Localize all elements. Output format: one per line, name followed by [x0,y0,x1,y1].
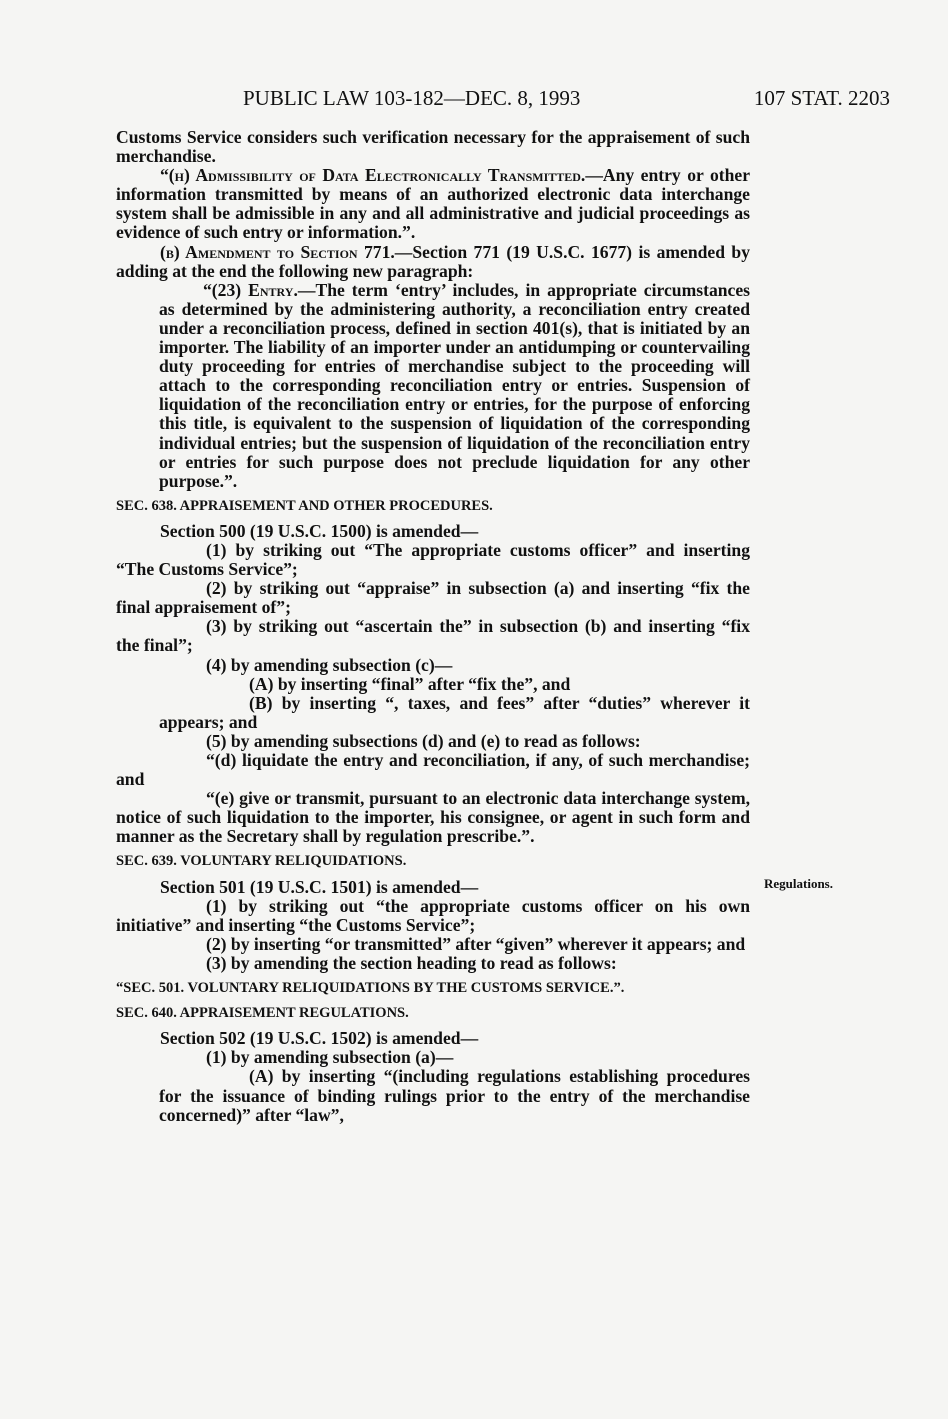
section-638-item-4b: (B) by inserting “, taxes, and fees” after “duties” wherever it appears; and [159,692,750,732]
section-638-item-4-subitems [116,675,750,732]
section-639-item-1: (1) by striking out “the appropriate customs officer on his own initiative” and inserting “the Customs Service”; [116,895,750,935]
header-title: PUBLIC LAW 103-182—DEC. 8, 1993 [243,86,581,110]
section-640-item-1-subitems [116,1067,750,1124]
entry-heading: “(23) Entry.— [203,279,316,300]
amendment-771-heading: (b) Amendment to Section 771.— [160,241,413,262]
paragraph-subsection-h [116,166,750,242]
paragraph-continuation: Customs Service considers such verification necessary for the appraisement of such merchandise. [116,127,750,167]
section-638-item-5d: “(d) liquidate the entry and reconciliation, if any, of such merchandise; and [116,750,750,790]
section-639-heading: SEC. 639. VOLUNTARY RELIQUIDATIONS. [116,853,407,870]
section-638-item-2: (2) by striking out “appraise” in subsection (a) and inserting “fix the final appraisement of”; [116,578,750,618]
section-638-item-1: (1) by striking out “The appropriate customs officer” and inserting “The Customs Service”; [116,539,750,580]
section-639-item-3: (3) by amending the section heading to read as follows: [206,952,617,973]
section-638-item-4: (4) by amending subsection (c)— [206,654,453,675]
paragraph-amendment-771 [116,243,750,281]
section-640-heading: SEC. 640. APPRAISEMENT REGULATIONS. [116,1005,409,1022]
paragraph-entry-definition [159,281,750,491]
section-638-item-4a: (A) by inserting “final” after “fix the”, and [249,673,571,694]
section-638-item-3: (3) by striking out “ascertain the” in subsection (b) and inserting “fix the final”; [116,616,750,656]
entry-body: The term ‘entry’ includes, in appropriate circumstances as determined by the administering authority, a reconciliation entry created under a reconciliation process, defined in section 401(s), that is initiated by an importer. The liability of an importer under an antidumping or countervailing duty proceeding for entries of merchandise subject to the proceeding will attach to the corresponding reconciliation entry or entries. Suspension of liquidation of the reconciliation entry or entries, for the purpose of enforcing this title, is equivalent to the suspension of liquidation of the corresponding individual entries; but the suspension of liquidation of the reconciliation entry or entries for such purpose does not preclude liquidation for any other purpose.”. [159,279,750,491]
margin-note-regulations: Regulations. [764,876,833,891]
quoted-paragraph-23 [116,281,750,491]
section-639-intro: Section 501 (19 U.S.C. 1501) is amended— [160,876,479,897]
section-640-item-1: (1) by amending subsection (a)— [206,1047,454,1068]
subsection-h-heading: “(h) Admissibility of Data Electronically Transmitted.— [160,165,603,186]
section-638-item-5e: “(e) give or transmit, pursuant to an electronic data interchange system, notice of such liquidation to the importer, his consignee, or agent in such form and manner as the Secretary shall by regulation prescribe.”. [116,788,750,847]
subsection-h-body: Any entry or other information transmitted by means of an authorized electronic data interchange system shall be admissible in any and all administrative and judicial proceedings as evidence of such entry or information.”. [116,165,750,243]
section-640-intro: Section 502 (19 U.S.C. 1502) is amended— [160,1028,479,1049]
section-638-heading: SEC. 638. APPRAISEMENT AND OTHER PROCEDURES. [116,497,493,514]
body-text [116,128,750,1125]
section-501-new-heading: “SEC. 501. VOLUNTARY RELIQUIDATIONS BY THE CUSTOMS SERVICE.”. [116,980,625,997]
amendment-771-body: Section 771 (19 U.S.C. 1677) is amended by adding at the end the following new paragraph: [116,241,750,281]
page-header [0,86,948,116]
section-638-item-5: (5) by amending subsections (d) and (e) to read as follows: [206,730,641,751]
section-638-intro: Section 500 (19 U.S.C. 1500) is amended— [160,520,479,541]
section-640-item-1a: (A) by inserting “(including regulations establishing procedures for the issuance of binding rulings prior to the entry of the merchandise concerned)” after “law”, [159,1066,750,1125]
section-639-item-2: (2) by inserting “or transmitted” after “given” wherever it appears; and [206,933,746,954]
header-page-number: 107 STAT. 2203 [753,86,890,110]
